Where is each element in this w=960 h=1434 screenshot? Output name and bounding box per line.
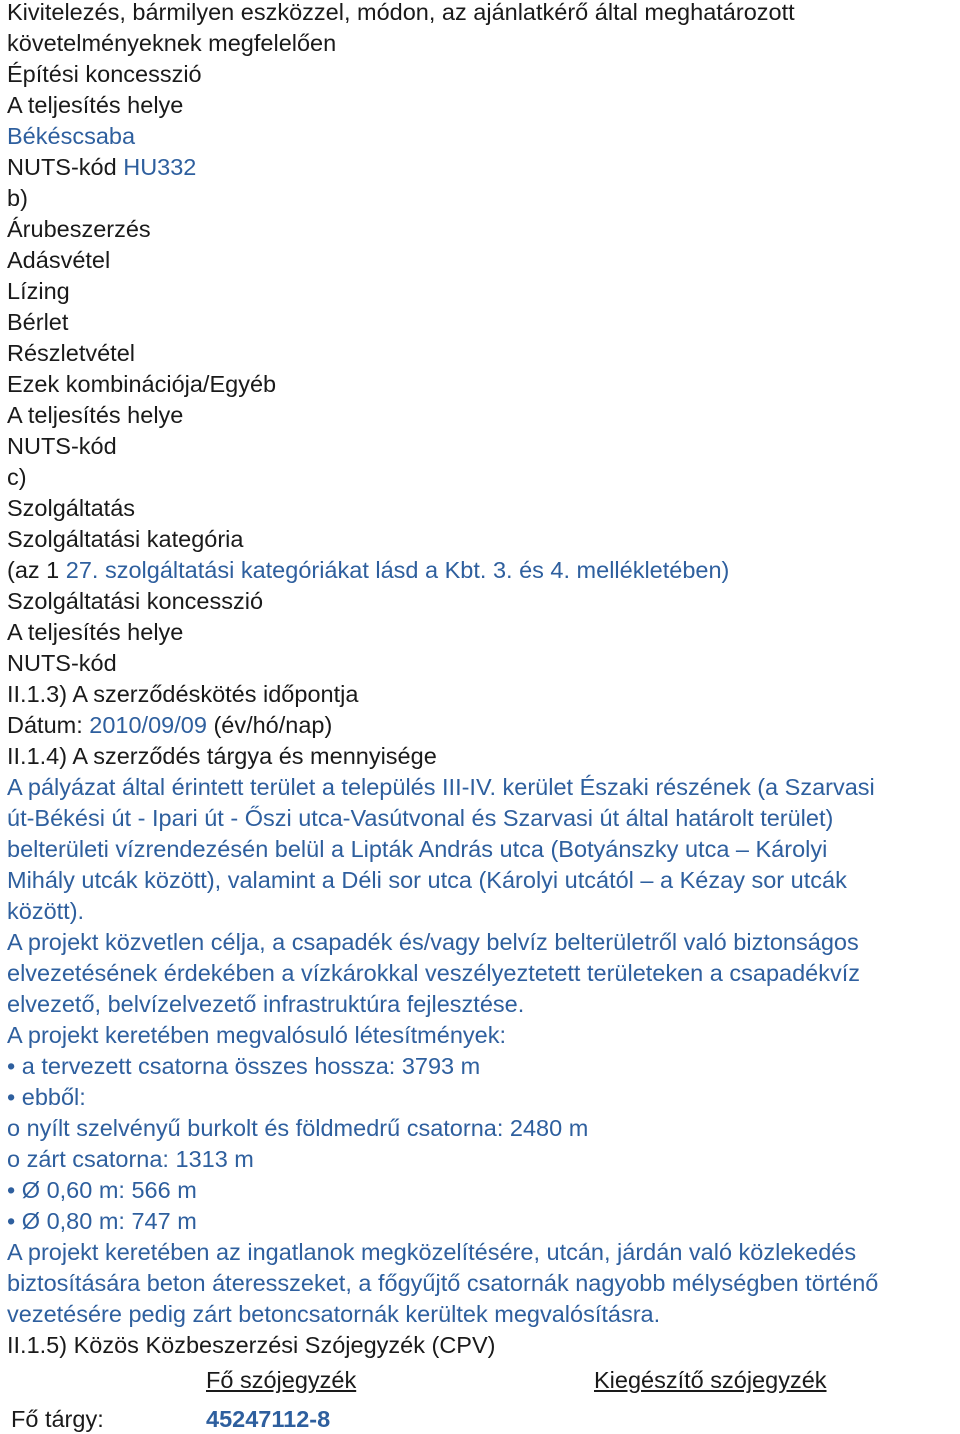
text-line: követelményeknek megfelelően (7, 30, 337, 56)
section-heading: II.1.4) A szerződés tárgya és mennyisége (7, 743, 437, 769)
list-item: • Ø 0,60 m: 566 m (7, 1177, 197, 1203)
category-note (7, 555, 729, 585)
text-line: Szolgáltatási koncesszió (7, 588, 264, 614)
text-line: Szolgáltatás (7, 495, 136, 521)
date-label: Dátum: (7, 712, 83, 738)
category-note-start: (az 1 (7, 557, 60, 583)
text-line: Ezek kombinációja/Egyéb (7, 371, 277, 397)
nuts-value: HU332 (123, 154, 197, 180)
cpv-heading: II.1.5) Közös Közbeszerzési Szójegyzék (CPV) (7, 1332, 496, 1358)
description-line: vezetésére pedig zárt betoncsatornák kerültek megvalósításra. (7, 1301, 661, 1327)
description-line: elvezetésének érdekében a vízkárokkal veszélyeztetett területeken a csapadékvíz (7, 960, 861, 986)
text-line: b) (7, 185, 28, 211)
category-note-rest: 27. szolgáltatási kategóriákat lásd a Kbt. 3. és 4. mellékletében) (65, 557, 730, 583)
nuts-line (7, 152, 196, 182)
description-line: belterületi vízrendezésén belül a Lipták András utca (Botyánszky utca – Károlyi (7, 836, 828, 862)
text-line: NUTS-kód (7, 433, 117, 459)
cpv-row-label: Fő tárgy: (11, 1406, 104, 1432)
text-line: Árubeszerzés (7, 216, 151, 242)
text-line: A teljesítés helye (7, 619, 184, 645)
text-line: A teljesítés helye (7, 402, 184, 428)
list-item: o nyílt szelvényű burkolt és földmedrű csatorna: 2480 m (7, 1115, 589, 1141)
text-line: Építési koncesszió (7, 61, 202, 87)
date-format: (év/hó/nap) (213, 712, 333, 738)
text-line: Bérlet (7, 309, 69, 335)
list-item: • ebből: (7, 1084, 86, 1110)
description-line: elvezető, belvízelvezető infrastruktúra fejlesztése. (7, 991, 525, 1017)
text-line: NUTS-kód (7, 650, 117, 676)
text-line: Lízing (7, 278, 70, 304)
description-line: A pályázat által érintett terület a település III-IV. kerület Északi részének (a Szarvasi (7, 774, 875, 800)
description-line: biztosítására beton áteresszeket, a főgyűjtő csatornák nagyobb mélységben történő (7, 1270, 879, 1296)
description-line: A projekt keretében megvalósuló létesítmények: (7, 1022, 506, 1048)
text-line: Adásvétel (7, 247, 111, 273)
description-line: A projekt közvetlen célja, a csapadék és/vagy belvíz belterületről való biztonságos (7, 929, 859, 955)
text-line: A teljesítés helye (7, 92, 184, 118)
date-value: 2010/09/09 (89, 712, 207, 738)
text-line: c) (7, 464, 27, 490)
place-value: Békéscsaba (7, 123, 136, 149)
list-item: • Ø 0,80 m: 747 m (7, 1208, 197, 1234)
date-line (7, 710, 332, 740)
text-line: Részletvétel (7, 340, 135, 366)
description-line: A projekt keretében az ingatlanok megközelítésére, utcán, járdán való közlekedés (7, 1239, 857, 1265)
text-line: Szolgáltatási kategória (7, 526, 244, 552)
cpv-main-column-header: Fő szójegyzék (206, 1367, 357, 1393)
list-item: o zárt csatorna: 1313 m (7, 1146, 254, 1172)
text-line: Kivitelezés, bármilyen eszközzel, módon, az ajánlatkérő által meghatározott (7, 0, 795, 25)
cpv-extra-column-header: Kiegészítő szójegyzék (594, 1367, 827, 1393)
description-line: út-Békési út - Ipari út - Őszi utca-Vasútvonal és Szarvasi út által határolt terület) (7, 805, 834, 831)
nuts-label: NUTS-kód (7, 154, 117, 180)
description-line: Mihály utcák között), valamint a Déli sor utca (Károlyi utcától – a Kézay sor utcák (7, 867, 847, 893)
list-item: • a tervezett csatorna összes hossza: 3793 m (7, 1053, 481, 1079)
description-line: között). (7, 898, 85, 924)
section-heading: II.1.3) A szerződéskötés időpontja (7, 681, 359, 707)
cpv-main-code: 45247112-8 (206, 1406, 331, 1432)
